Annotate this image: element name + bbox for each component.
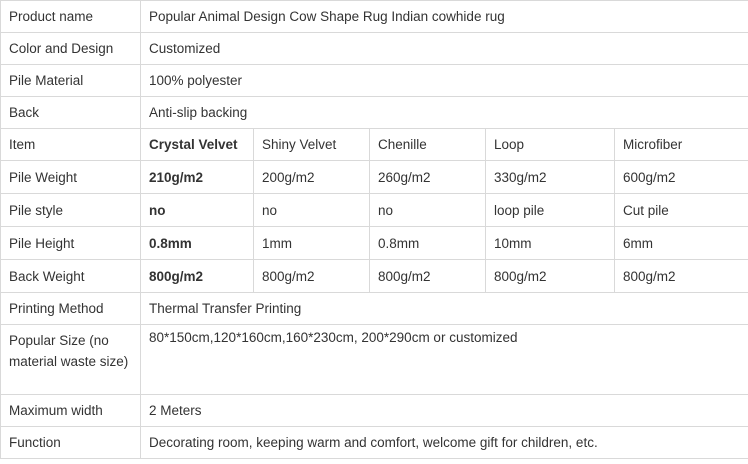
table-cell: 200g/m2 [254, 161, 370, 194]
table-cell: 800g/m2 [615, 260, 748, 293]
table-cell: 0.8mm [141, 227, 254, 260]
row-label: Pile Weight [1, 161, 141, 194]
row-label: Pile style [1, 194, 141, 227]
row-value: 80*150cm,120*160cm,160*230cm, 200*290cm or customized [141, 325, 748, 395]
table-cell: 800g/m2 [141, 260, 254, 293]
row-label: Item [1, 129, 141, 161]
table-cell: 330g/m2 [486, 161, 615, 194]
table-row-pile-style [1, 194, 748, 227]
table-cell: Crystal Velvet [141, 129, 254, 161]
row-label: Color and Design [1, 33, 141, 65]
table-row-function [1, 427, 748, 459]
table-cell: 800g/m2 [486, 260, 615, 293]
table-row-back [1, 97, 748, 129]
row-value: Customized [141, 33, 748, 65]
table-cell: 10mm [486, 227, 615, 260]
table-row-pile-height [1, 227, 748, 260]
table-cell: Chenille [370, 129, 486, 161]
table-row-product-name [1, 1, 748, 33]
row-label: Pile Material [1, 65, 141, 97]
table-cell: no [141, 194, 254, 227]
table-cell: Cut pile [615, 194, 748, 227]
table-cell: 800g/m2 [370, 260, 486, 293]
row-label: Printing Method [1, 293, 141, 325]
table-cell: 210g/m2 [141, 161, 254, 194]
table-row-color-design [1, 33, 748, 65]
table-row-popular-size [1, 325, 748, 395]
table-cell: no [370, 194, 486, 227]
table-cell: 0.8mm [370, 227, 486, 260]
table-row-pile-weight [1, 161, 748, 194]
row-label: Pile Height [1, 227, 141, 260]
row-label: Product name [1, 1, 141, 33]
row-label: Back [1, 97, 141, 129]
row-value: Anti-slip backing [141, 97, 748, 129]
table-row-pile-material [1, 65, 748, 97]
table-row-back-weight [1, 260, 748, 293]
table-row-printing-method [1, 293, 748, 325]
table-cell: 6mm [615, 227, 748, 260]
row-label: Popular Size (no material waste size) [1, 325, 141, 395]
table-cell: 600g/m2 [615, 161, 748, 194]
table-cell: 1mm [254, 227, 370, 260]
table-cell: Shiny Velvet [254, 129, 370, 161]
table-cell: Loop [486, 129, 615, 161]
row-label: Maximum width [1, 395, 141, 427]
row-value: Popular Animal Design Cow Shape Rug Indian cowhide rug [141, 1, 748, 33]
row-value: 100% polyester [141, 65, 748, 97]
table-cell: 260g/m2 [370, 161, 486, 194]
table-cell: loop pile [486, 194, 615, 227]
table-cell: no [254, 194, 370, 227]
row-value: Thermal Transfer Printing [141, 293, 748, 325]
table-cell: 800g/m2 [254, 260, 370, 293]
row-label: Back Weight [1, 260, 141, 293]
row-label: Function [1, 427, 141, 459]
table-row-maximum-width [1, 395, 748, 427]
table-cell: Microfiber [615, 129, 748, 161]
row-value: Decorating room, keeping warm and comfort, welcome gift for children, etc. [141, 427, 748, 459]
table-row-item [1, 129, 748, 161]
row-value: 2 Meters [141, 395, 748, 427]
